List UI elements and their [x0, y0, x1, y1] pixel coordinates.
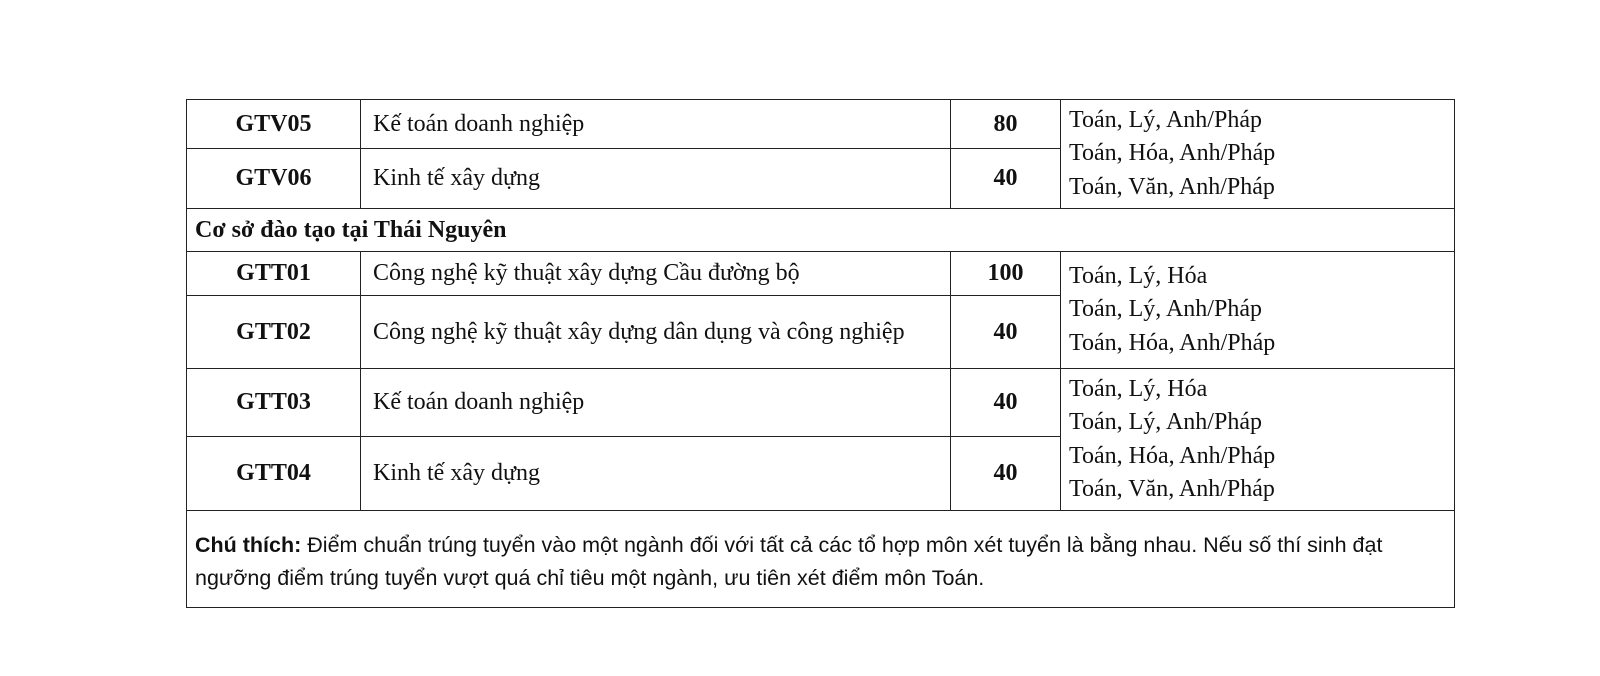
- table-row: [187, 100, 1455, 149]
- combination-item: Toán, Lý, Hóa: [1069, 262, 1208, 289]
- footnote-text: Điểm chuẩn trúng tuyển vào một ngành đối với tất cả các tổ hợp môn xét tuyển là bằng nhau. Nếu số thí sinh đạt ngưỡng điểm trúng tuyển vượt quá chỉ tiêu một ngành, ưu tiên xét điểm môn Toán.: [195, 533, 1383, 590]
- combination-item: Toán, Hóa, Anh/Pháp: [1069, 140, 1276, 167]
- subject-combinations: [1061, 252, 1455, 369]
- program-name: Công nghệ kỹ thuật xây dựng Cầu đường bộ: [361, 252, 951, 296]
- program-code: GTT01: [187, 252, 361, 296]
- program-name: Kinh tế xây dựng: [361, 437, 951, 511]
- combination-item: Toán, Lý, Hóa: [1069, 375, 1208, 402]
- subject-combinations: [1061, 100, 1455, 209]
- program-name: Kinh tế xây dựng: [361, 149, 951, 209]
- combination-item: Toán, Lý, Anh/Pháp: [1069, 409, 1262, 435]
- program-quota: 100: [951, 252, 1061, 296]
- combination-item: Toán, Văn, Anh/Pháp: [1069, 476, 1275, 502]
- subject-combinations: [1061, 369, 1455, 511]
- program-quota: 80: [951, 100, 1061, 149]
- combination-item: Toán, Hóa, Anh/Pháp: [1069, 442, 1276, 469]
- section-row: [187, 209, 1455, 252]
- program-name: Công nghệ kỹ thuật xây dựng dân dụng và công nghiệp: [361, 296, 951, 369]
- program-code: GTT04: [187, 437, 361, 511]
- table-row: [187, 252, 1455, 296]
- table-row: [187, 369, 1455, 437]
- program-quota: 40: [951, 296, 1061, 369]
- program-quota: 40: [951, 369, 1061, 437]
- program-code: GTV06: [187, 149, 361, 209]
- combination-item: Toán, Văn, Anh/Pháp: [1069, 173, 1275, 200]
- footnote: [187, 511, 1455, 608]
- program-quota: 40: [951, 149, 1061, 209]
- combination-item: Toán, Lý, Anh/Pháp: [1069, 106, 1262, 133]
- program-code: GTV05: [187, 100, 361, 149]
- admission-quota-table: [186, 99, 1455, 608]
- program-code: GTT02: [187, 296, 361, 369]
- program-code: GTT03: [187, 369, 361, 437]
- footnote-label: Chú thích:: [195, 533, 302, 557]
- program-name: Kế toán doanh nghiệp: [361, 100, 951, 149]
- program-quota: 40: [951, 437, 1061, 511]
- note-row: [187, 511, 1455, 608]
- combination-item: Toán, Lý, Anh/Pháp: [1069, 296, 1262, 323]
- combination-item: Toán, Hóa, Anh/Pháp: [1069, 329, 1276, 356]
- program-name: Kế toán doanh nghiệp: [361, 369, 951, 437]
- section-title: Cơ sở đào tạo tại Thái Nguyên: [187, 209, 1455, 252]
